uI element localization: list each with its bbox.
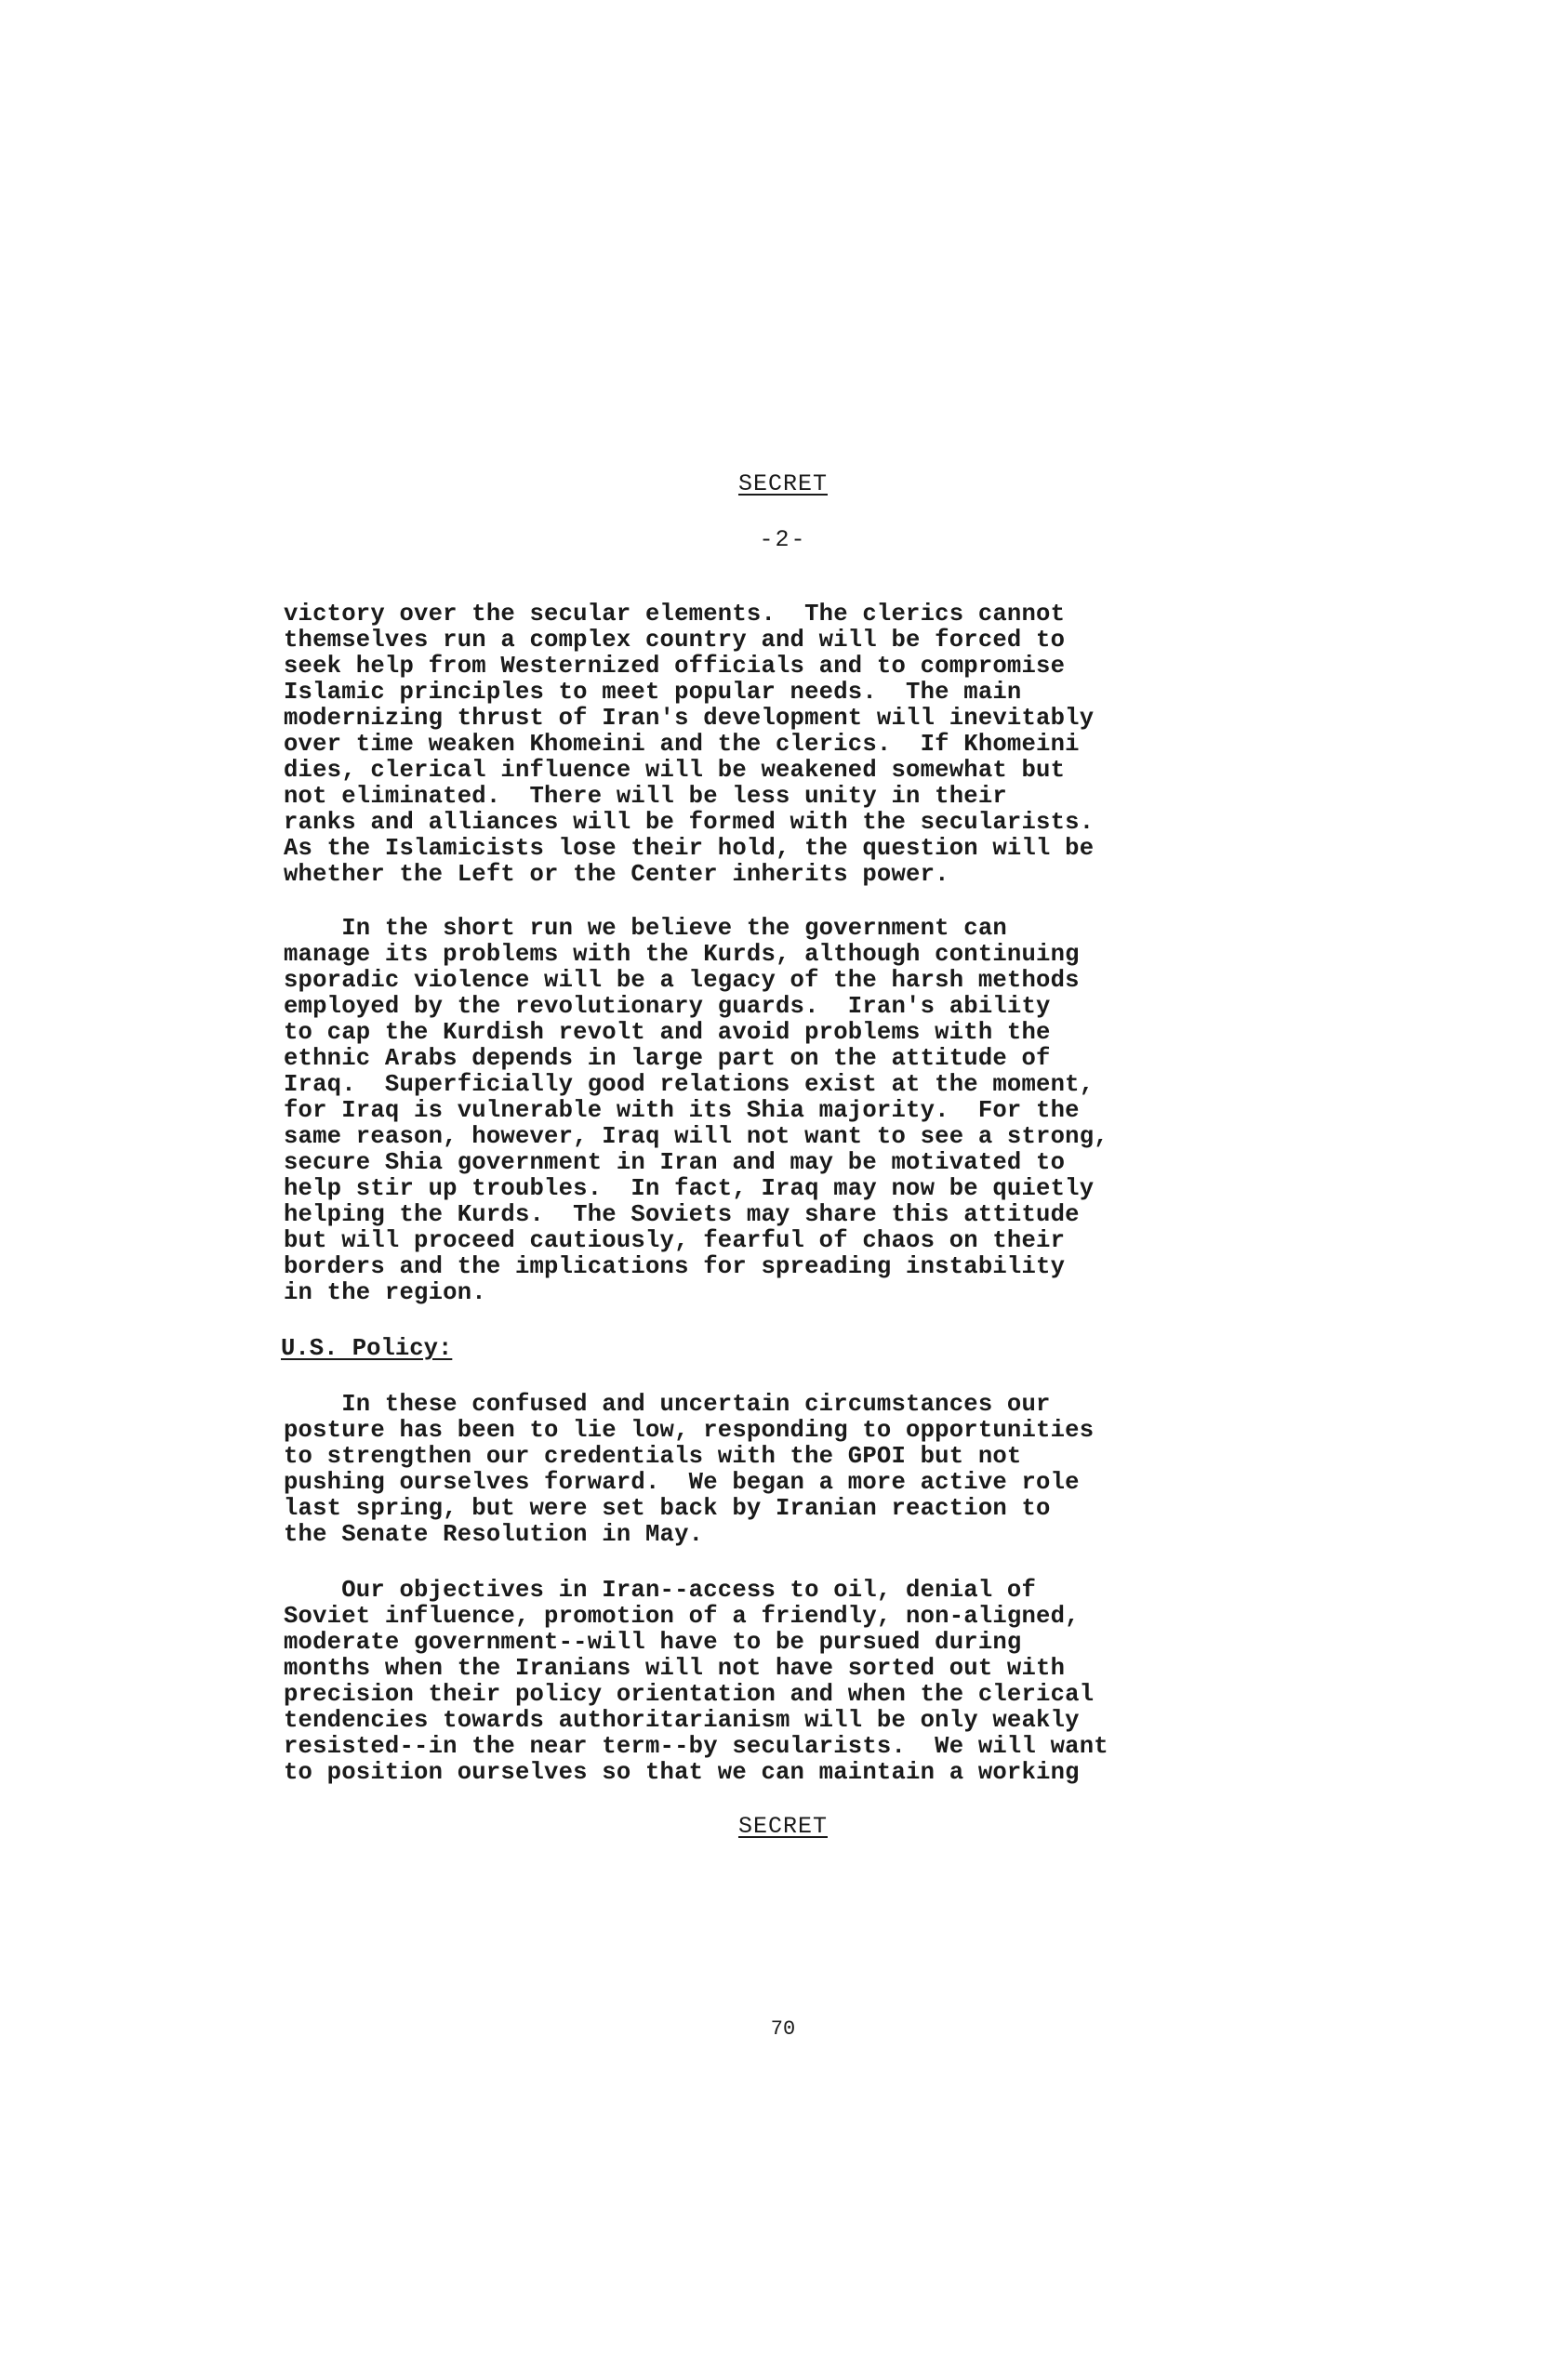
text-line: Our objectives in Iran--access to oil, denial of xyxy=(284,1577,1037,1604)
text-line: As the Islamicists lose their hold, the question will be xyxy=(284,835,1095,862)
text-line: ethnic Arabs depends in large part on the attitude of xyxy=(284,1045,1051,1072)
text-line: to cap the Kurdish revolt and avoid problems with the xyxy=(284,1019,1051,1046)
text-line: dies, clerical influence will be weakened somewhat but xyxy=(284,757,1066,784)
text-line: help stir up troubles. In fact, Iraq may now be quietly xyxy=(284,1175,1095,1202)
classification-footer-text: SECRET xyxy=(737,1813,828,1840)
text-line: for Iraq is vulnerable with its Shia majority. For the xyxy=(284,1097,1080,1124)
text-line: months when the Iranians will not have sorted out with xyxy=(284,1655,1066,1682)
text-line: to position ourselves so that we can maintain a working xyxy=(284,1759,1080,1786)
text-line: Islamic principles to meet popular needs. The main xyxy=(284,679,1022,706)
text-line: helping the Kurds. The Soviets may share this attitude xyxy=(284,1201,1080,1228)
text-line: pushing ourselves forward. We began a more active role xyxy=(284,1469,1080,1496)
text-line: borders and the implications for spreading instability xyxy=(284,1253,1066,1280)
text-line: victory over the secular elements. The clerics cannot xyxy=(284,601,1066,628)
text-line: precision their policy orientation and when the clerical xyxy=(284,1681,1095,1708)
footer-page-number: 70 xyxy=(770,2017,796,2041)
text-line: sporadic violence will be a legacy of the harsh methods xyxy=(284,967,1080,994)
text-line: Iraq. Superficially good relations exist at the moment, xyxy=(284,1071,1095,1098)
section-heading-us-policy: U.S. Policy: xyxy=(281,1335,453,1362)
page-number-label: -2- xyxy=(759,526,807,553)
text-line: same reason, however, Iraq will not want to see a strong, xyxy=(284,1123,1108,1150)
text-line: resisted--in the near term--by secularists. We will want xyxy=(284,1733,1108,1760)
text-line: In the short run we believe the government can xyxy=(284,915,1007,942)
text-line: In these confused and uncertain circumstances our xyxy=(284,1391,1051,1418)
classification-header-text: SECRET xyxy=(737,470,828,497)
text-line: moderate government--will have to be pursued during xyxy=(284,1629,1022,1656)
text-line: tendencies towards authoritarianism will be only weakly xyxy=(284,1707,1080,1734)
text-line: over time weaken Khomeini and the clerics. If Khomeini xyxy=(284,731,1080,758)
text-line: ranks and alliances will be formed with the secularists. xyxy=(284,809,1095,836)
classification-header xyxy=(0,470,1566,497)
text-line: not eliminated. There will be less unity in their xyxy=(284,783,1007,810)
text-line: in the region. xyxy=(284,1279,486,1306)
classification-footer xyxy=(0,1813,1566,1840)
text-line: Soviet influence, promotion of a friendly, non-aligned, xyxy=(284,1603,1080,1630)
text-line: posture has been to lie low, responding to opportunities xyxy=(284,1417,1095,1444)
text-line: but will proceed cautiously, fearful of chaos on their xyxy=(284,1227,1066,1254)
text-line: manage its problems with the Kurds, although continuing xyxy=(284,941,1080,968)
text-line: seek help from Westernized officials and to compromise xyxy=(284,653,1066,680)
text-line: whether the Left or the Center inherits power. xyxy=(284,861,949,888)
text-line: themselves run a complex country and will be forced to xyxy=(284,627,1066,654)
text-line: to strengthen our credentials with the GPOI but not xyxy=(284,1443,1022,1470)
text-line: modernizing thrust of Iran's development will inevitably xyxy=(284,705,1095,732)
text-line: last spring, but were set back by Iranian reaction to xyxy=(284,1495,1051,1522)
text-line: the Senate Resolution in May. xyxy=(284,1521,704,1548)
text-line: secure Shia government in Iran and may be motivated to xyxy=(284,1149,1066,1176)
text-line: employed by the revolutionary guards. Iran's ability xyxy=(284,993,1051,1020)
